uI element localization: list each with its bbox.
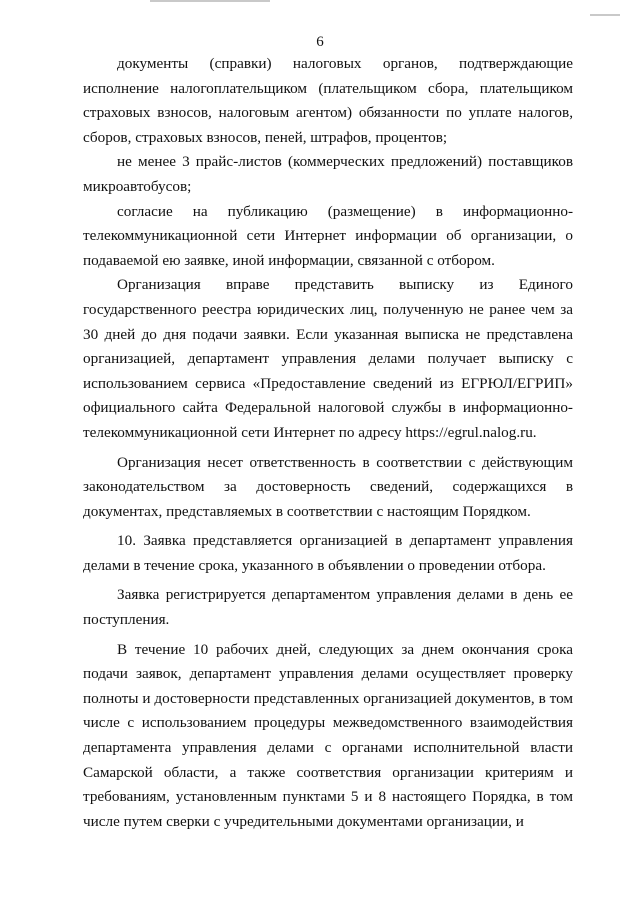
paragraph-egrul-extract: Организация вправе представить выписку из Единого государственного реестра юридических лиц, полученную не ранее чем за 30 дней до дня подачи заявки. Если указанная выписка не представлена организацией, департамент управления делами получает выписку с использованием сервиса «Предоставление сведений из ЕГРЮЛ/ЕГРИП» официального сайта Федеральной налоговой службы в информационно-телекоммуникационной сети Интернет по адресу https://egrul.nalog.ru. — [83, 276, 573, 441]
paragraph-application-registration: Заявка регистрируется департаментом управления делами в день ее поступления. — [83, 586, 573, 629]
paragraph-tax-certificates: документы (справки) налоговых органов, подтверждающие исполнение налогоплательщиком (плательщиком сбора, плательщиком страховых взносов, налоговым агентом) обязанности по уплате налогов, сборов, страховых взносов, пеней, штрафов, процентов; — [83, 55, 573, 146]
scan-edge-mark — [150, 0, 270, 2]
paragraph-application-submission: 10. Заявка представляется организацией в департамент управления делами в течение срока, указанного в объявлении о проведении отбора. — [83, 532, 573, 574]
paragraph-document-review: В течение 10 рабочих дней, следующих за днем окончания срока подачи заявок, департамент управления делами осуществляет проверку полноты и достоверности представленных организацией документов, в том числе с использованием процедуры межведомственного взаимодействия департамента управления делами с органами исполнительной власти Самарской области, а также соответствия организации критериям и требованиям, установленным пунктами 5 и 8 настоящего Порядка, в том числе путем сверки с учредительными документами организации, и — [83, 640, 573, 830]
document-body — [83, 52, 573, 834]
paragraph-responsibility: Организация несет ответственность в соответствии с действующим законодательством за достоверность сведений, содержащихся в документах, представляемых в соответствии с настоящим Порядком. — [83, 453, 573, 520]
paragraph-publication-consent: согласие на публикацию (размещение) в информационно-телекоммуникационной сети Интернет информации об организации, о подаваемой ею заявке, иной информации, связанной с отбором. — [83, 202, 573, 269]
paragraph-price-lists: не менее 3 прайс-листов (коммерческих предложений) поставщиков микроавтобусов; — [83, 153, 573, 195]
scan-edge-mark — [590, 14, 620, 16]
page-number: 6 — [316, 34, 324, 50]
